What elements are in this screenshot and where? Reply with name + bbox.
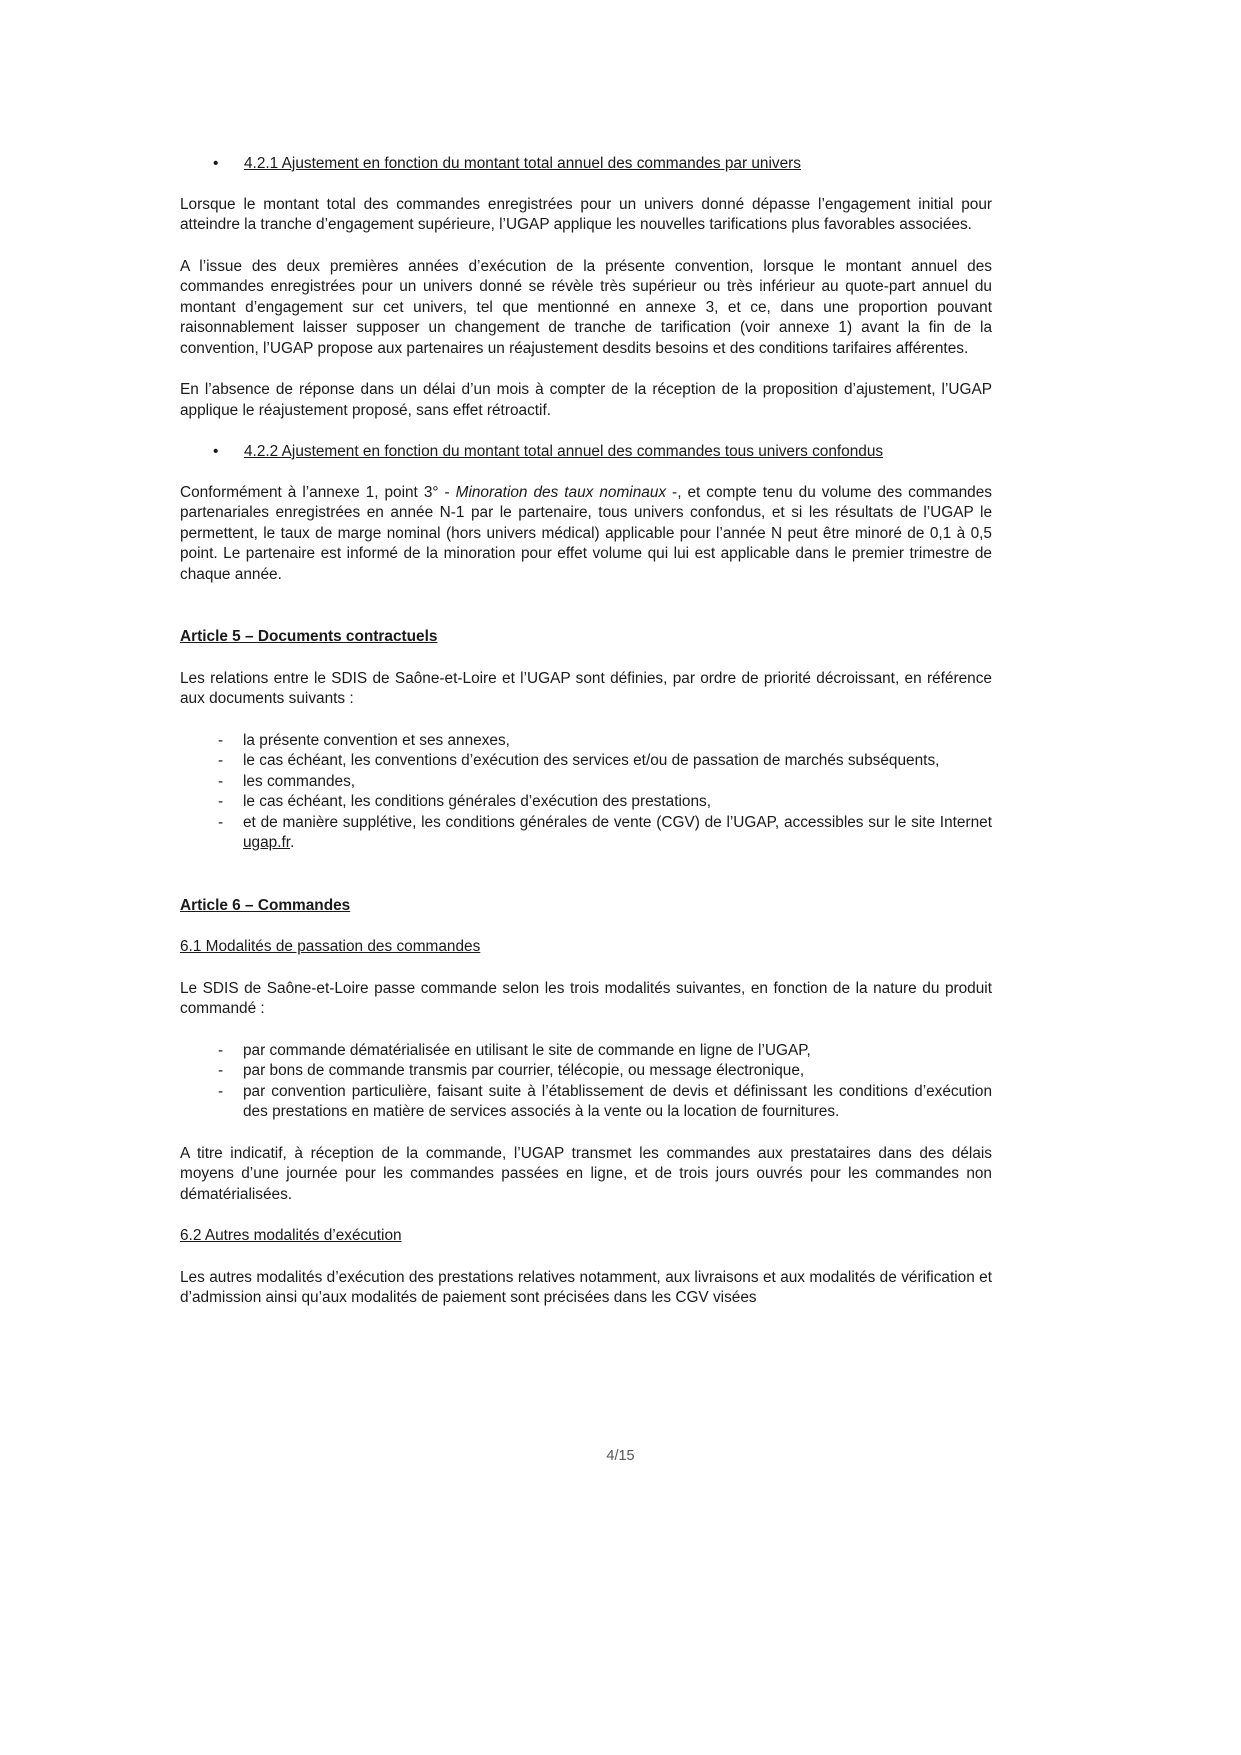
paragraph: Conformément à l’annexe 1, point 3° - Minoration des taux nominaux -, et compte tenu du volume des commandes partenariales enregistrées en année N-1 par le partenaire, tous univers confondus, et si les résultats de l’UGAP le permettent, le taux de marge nominal (hors univers médical) applicable pour l’année N peut être minoré de 0,1 à 0,5 point. Le partenaire est informé de la minoration pour effet volume qui lui est applicable dans le premier trimestre de chaque année. <box>180 483 992 583</box>
paragraph: Les autres modalités d’exécution des prestations relatives notamment, aux livraisons et aux modalités de vérification et d’admission ainsi qu’aux modalités de paiement sont précisées dans les CGV visées <box>180 1268 992 1306</box>
dash-icon: - <box>218 1062 224 1079</box>
dash-icon: - <box>218 1082 224 1100</box>
paragraph: Lorsque le montant total des commandes enregistrées pour un univers donné dépasse l’engagement initial pour atteindre la tranche d’engagement supérieure, l’UGAP applique les nouvelles tarifications plus favorables associées. <box>180 195 992 233</box>
list-item: - par bons de commande transmis par courrier, télécopie, ou message électronique, <box>180 1061 992 1082</box>
paragraph: A l’issue des deux premières années d’exécution de la présente convention, lorsque le montant annuel des commandes enregistrées pour un univers donné se révèle très supérieur ou très inférieur au quote-part annuel du montant d’engagement sur cet univers, tel que mentionné en annexe 3, et ce, dans une proportion pouvant raisonnablement laisser supposer un changement de tranche de tarification (voir annexe 1) avant la fin de la convention, l’UGAP propose aux partenaires un réajustement desdits besoins et des conditions tarifaires afférentes. <box>180 257 992 357</box>
list-item: - le cas échéant, les conditions générales d’exécution des prestations, <box>180 792 992 813</box>
paragraph: Les relations entre le SDIS de Saône-et-Loire et l’UGAP sont définies, par ordre de priorité décroissant, en référence aux documents suivants : <box>180 669 992 707</box>
article-6-heading: Article 6 – Commandes <box>180 896 351 914</box>
bullet-icon: • <box>213 443 219 460</box>
dash-icon: - <box>218 813 224 831</box>
bullet-icon: • <box>213 155 219 172</box>
dash-icon: - <box>218 752 224 769</box>
list-item: - le cas échéant, les conventions d’exécution des services et/ou de passation de marchés subséquents, <box>180 751 992 772</box>
section-6-2-heading: 6.2 Autres modalités d’exécution <box>180 1227 402 1244</box>
italic-term: Minoration des taux nominaux <box>455 483 667 501</box>
dash-icon: - <box>218 731 224 749</box>
dash-icon: - <box>218 1041 224 1059</box>
section-4-2-2-title: 4.2.2 Ajustement en fonction du montant total annuel des commandes tous univers confondus <box>244 443 884 460</box>
documents-list <box>180 731 992 854</box>
list-item: - les commandes, <box>180 772 992 793</box>
section-6-1-heading: 6.1 Modalités de passation des commandes <box>180 938 481 955</box>
dash-icon: - <box>218 793 224 810</box>
document-page <box>180 154 992 1309</box>
order-modes-list <box>180 1041 992 1123</box>
page-number: 4/15 <box>606 1448 635 1464</box>
list-item: - par convention particulière, faisant suite à l’établissement de devis et définissant les conditions d’exécution des prestations en matière de services associés à la vente ou la location de fournitures. <box>218 1082 992 1120</box>
article-5-heading: Article 5 – Documents contractuels <box>180 628 438 645</box>
paragraph: A titre indicatif, à réception de la commande, l’UGAP transmet les commandes aux prestataires dans des délais moyens d’une journée pour les commandes passées en ligne, et de trois jours ouvrés pour les commandes non dématérialisées. <box>180 1144 992 1203</box>
list-item: - par commande dématérialisée en utilisant le site de commande en ligne de l’UGAP, <box>180 1041 992 1062</box>
ugap-link[interactable]: ugap.fr <box>243 834 291 851</box>
paragraph: Le SDIS de Saône-et-Loire passe commande selon les trois modalités suivantes, en fonction de la nature du produit commandé : <box>180 979 992 1017</box>
section-4-2-2-heading <box>180 442 992 463</box>
list-item: - et de manière supplétive, les conditions générales de vente (CGV) de l’UGAP, accessibles sur le site Internet ugap.fr. <box>218 813 992 851</box>
list-item: - la présente convention et ses annexes, <box>180 731 992 752</box>
dash-icon: - <box>218 772 224 790</box>
section-4-2-1-title: 4.2.1 Ajustement en fonction du montant total annuel des commandes par univers <box>244 155 801 172</box>
paragraph: En l’absence de réponse dans un délai d’un mois à compter de la réception de la proposition d’ajustement, l’UGAP applique le réajustement proposé, sans effet rétroactif. <box>180 381 992 419</box>
section-4-2-1-heading <box>180 154 992 175</box>
